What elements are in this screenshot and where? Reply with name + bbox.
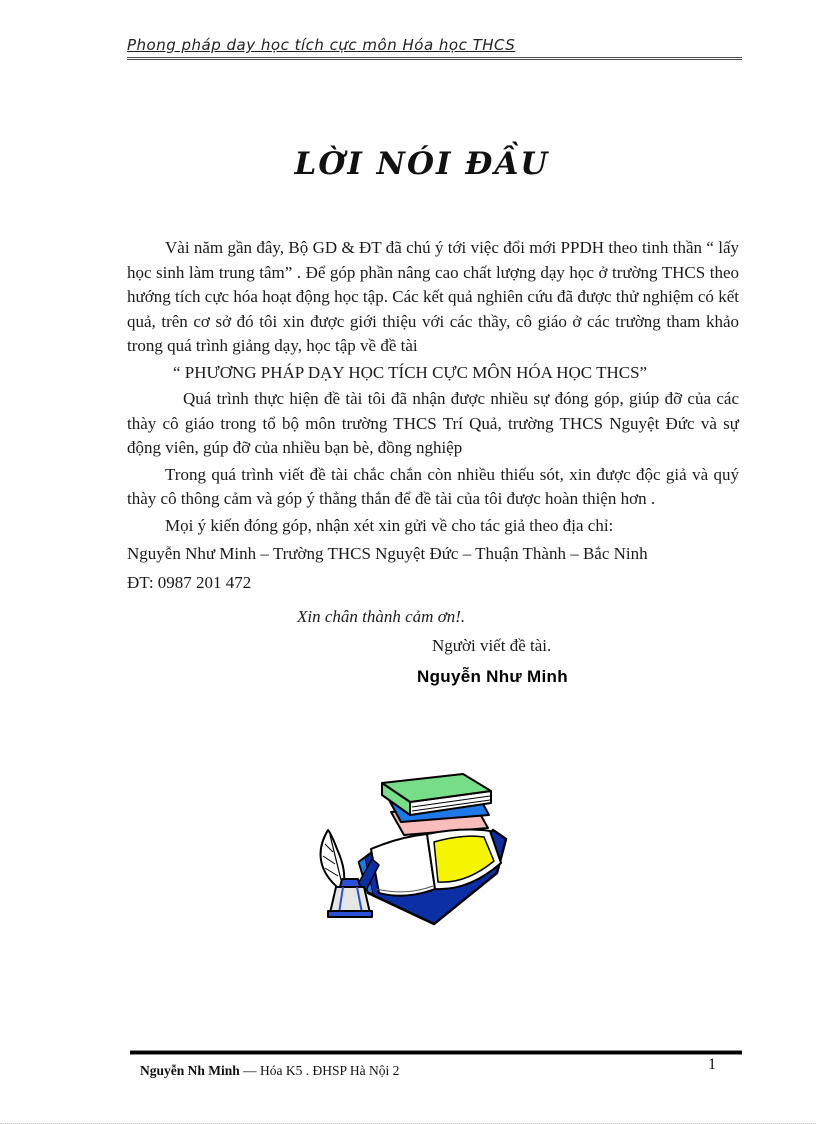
page-number: 1	[708, 1056, 716, 1073]
paragraph-feedback-request: Mọi ý kiến đóng góp, nhận xét xin gửi về cho tác giả theo địa chỉ:	[165, 515, 614, 535]
signature-name: Nguyễn Như Minh	[417, 667, 568, 686]
inkwell-body	[330, 887, 370, 913]
page-header	[127, 36, 742, 60]
document-title: LỜI NÓI ĐẦU	[294, 146, 550, 182]
thanks-line: Xin chân thành cảm ơn!.	[297, 607, 466, 626]
paragraph-author-phone: ĐT: 0987 201 472	[127, 572, 252, 592]
page-footer	[140, 1063, 399, 1079]
footer-author-info: — Hóa K5 . ĐHSP Hà Nội 2	[243, 1063, 400, 1078]
paragraph-author-address: Nguyễn Như Minh – Trường THCS Nguyệt Đức – Thuận Thành – Bắc Ninh	[127, 544, 648, 563]
inkwell-neck	[340, 879, 360, 887]
header-title: Phong pháp day học tích cực môn Hóa học THCS	[127, 36, 516, 54]
paragraph-intro: Vài năm gần đây, Bộ GD & ĐT đã chú ý tới việc đổi mới PPDH theo tinh thần “ lấy học sinh làm trung tâm” . Để góp phần nâng cao chất lượng dạy học ở trường THCS theo hướng tích cực hóa hoạt động học tập. Các kết quả nghiên cứu đã được thử nghiệm có kết quả, trên cơ sở đó tôi xin được giới thiệu với các thầy, cô giáo ở các trường tham khảo trong quá trình giảng dạy, học tập về đề tài	[127, 238, 739, 355]
inkwell-base	[328, 911, 372, 917]
paragraph-topic-title: “ PHƯƠNG PHÁP DẠY HỌC TÍCH CỰC MÔN HÓA HỌC THCS”	[173, 362, 648, 382]
open-book-left-page	[371, 834, 435, 896]
signature-label: Người viết đề tài.	[432, 635, 552, 655]
paragraph-acknowledgement: Quá trình thực hiện đề tài tôi đã nhận được nhiều sự đóng góp, giúp đỡ của các thày cô giáo trong tổ bộ môn trường THCS Trí Quả, trường THCS Nguyệt Đức và sự động viên, gúp đỡ của nhiều bạn bè, đồng nghiệp	[127, 389, 739, 457]
paragraph-shortcomings: Trong quá trình viết đề tài chắc chắn còn nhiều thiếu sót, xin được độc giả và quý thày cô thông cảm và góp ý thẳng thắn để đề tài của tôi được hoàn thiện hơn .	[127, 464, 739, 508]
books-quill-ink-illustration	[313, 772, 513, 932]
footer-rule	[130, 1050, 742, 1055]
footer-author-name: Nguyễn Nh Minh	[140, 1063, 244, 1078]
document-body	[127, 236, 739, 690]
